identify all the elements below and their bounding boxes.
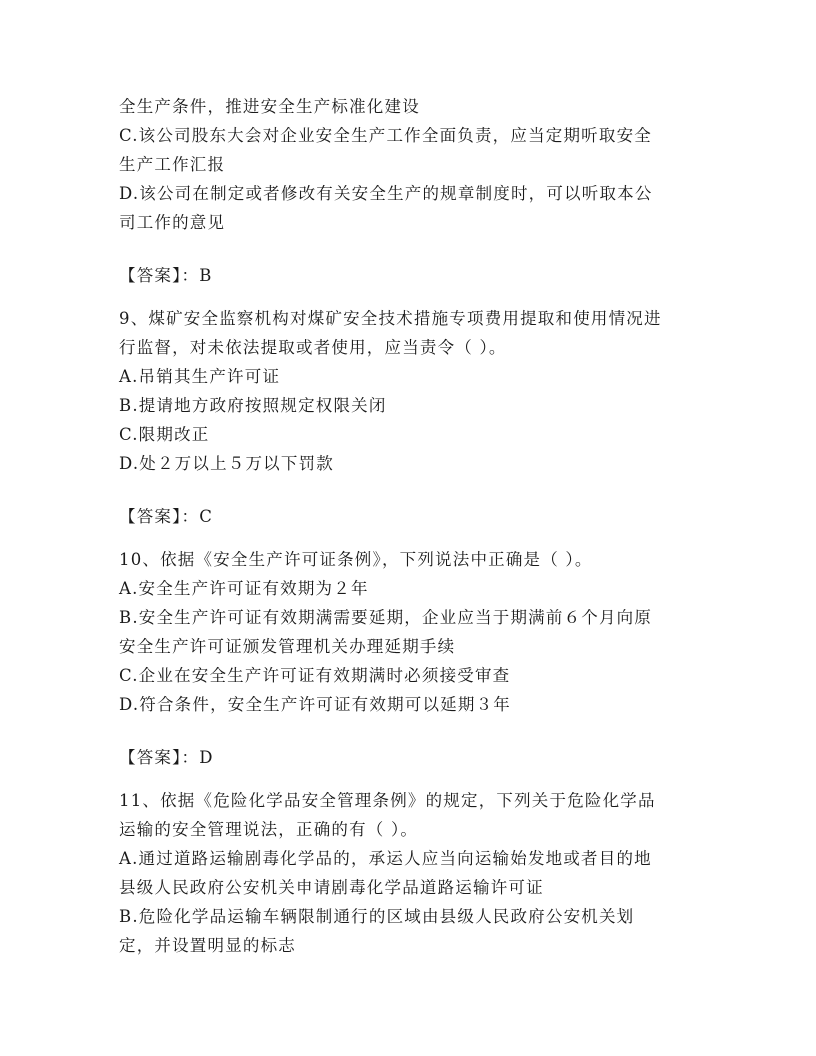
q11-option-a: A.通过道路运输剧毒化学品的，承运人应当向运输始发地或者目的地 xyxy=(119,849,652,868)
q11-option-b: B.危险化学品运输车辆限制通行的区域由县级人民政府公安机关划 xyxy=(119,907,635,926)
q9-option-b: B.提请地方政府按照规定权限关闭 xyxy=(119,396,387,415)
prev-question-option-d: D.该公司在制定或者修改有关安全生产的规章制度时，可以听取本公 xyxy=(119,184,653,203)
q10-option-c: C.企业在安全生产许可证有效期满时必须接受审查 xyxy=(119,666,511,685)
q9-option-d: D.处２万以上５万以下罚款 xyxy=(119,454,334,473)
q10-option-a: A.安全生产许可证有效期为２年 xyxy=(119,579,369,598)
q9-option-c: C.限期改正 xyxy=(119,425,210,444)
prev-question-answer: 【答案】：B xyxy=(119,266,213,285)
q9-stem-line-1: 9、煤矿安全监察机构对煤矿安全技术措施专项费用提取和使用情况进 xyxy=(119,309,662,328)
prev-question-line: 全生产条件，推进安全生产标准化建设 xyxy=(119,97,420,116)
q10-option-b: B.安全生产许可证有效期满需要延期，企业应当于期满前６个月向原 xyxy=(119,608,653,627)
q9-stem-line-2: 行监督，对未依法提取或者使用，应当责令（ ）。 xyxy=(119,338,507,357)
q9-answer: 【答案】：C xyxy=(119,507,214,526)
q11-stem-line-1: 11、依据《危险化学品安全管理条例》的规定，下列关于危险化学品 xyxy=(119,791,656,810)
q10-option-b-cont: 安全生产许可证颁发管理机关办理延期手续 xyxy=(119,637,456,656)
q11-option-a-cont: 县级人民政府公安机关申请剧毒化学品道路运输许可证 xyxy=(119,878,544,897)
q10-answer: 【答案】：D xyxy=(119,748,214,767)
prev-question-option-d-cont: 司工作的意见 xyxy=(119,213,226,232)
q11-option-b-cont: 定，并设置明显的标志 xyxy=(119,936,296,955)
q9-option-a: A.吊销其生产许可证 xyxy=(119,367,281,386)
q11-stem-line-2: 运输的安全管理说法，正确的有（ ）。 xyxy=(119,820,419,839)
prev-question-option-c: C.该公司股东大会对企业安全生产工作全面负责，应当定期听取安全 xyxy=(119,126,652,145)
q10-stem-line-1: 10、依据《安全生产许可证条例》，下列说法中正确是（ ）。 xyxy=(119,550,593,569)
q10-option-d: D.符合条件，安全生产许可证有效期可以延期３年 xyxy=(119,695,511,714)
prev-question-option-c-cont: 生产工作汇报 xyxy=(119,155,226,174)
